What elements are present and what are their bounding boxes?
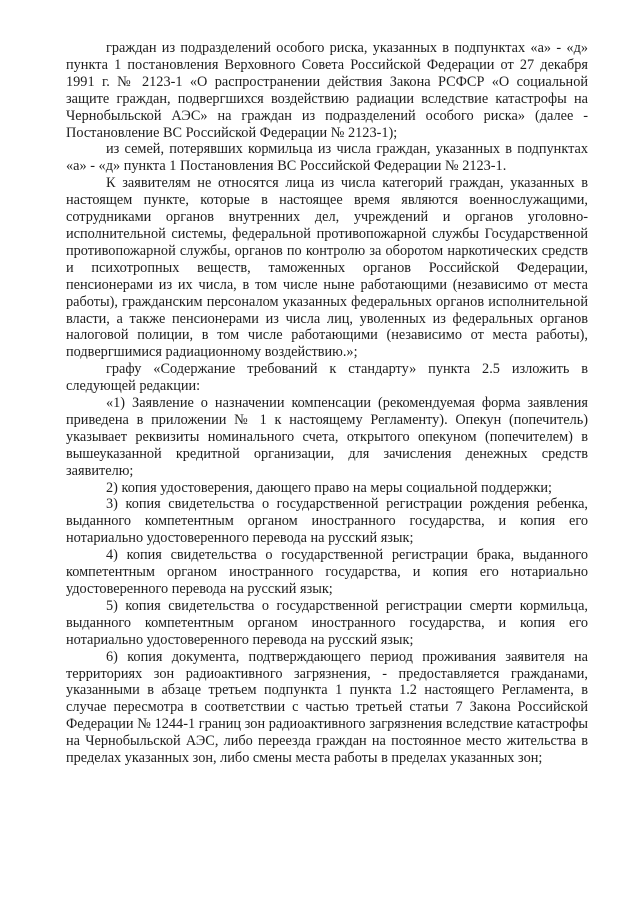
- list-item-5-death-registration: 5) копия свидетельства о государственной регистрации смерти кормильца, выданного компетентным органом иностранного государства, и копия его нотариально удостоверенного перевода на русский язык;: [66, 597, 588, 648]
- list-item-4-marriage-registration: 4) копия свидетельства о государственной регистрации брака, выданного компетентным органом иностранного государства, и копия его нотариально удостоверенного перевода на русский язык;: [66, 547, 588, 597]
- paragraph-excluded-applicants: К заявителям не относятся лица из числа категорий граждан, указанных в настоящем пункте, которые в настоящее время являются военнослужащими, сотрудниками органов внутренних дел, учреждений и органов уголовно-исполнительной системы, федеральной противопожарной службы Государственной противопожарной службы, органов по контролю за оборотом наркотических средств и психотропных веществ, таможенных органов Российской Федерации, пенсионерами из их числа, в том числе ныне работающими (независимо от места работы), гражданским персоналом указанных федеральных органов исполнительной власти, а также пенсионерами из числа лиц, уволенных из федеральных органов налоговой полиции, в том числе работающими (независимо от места работы), подвергшимися радиационному воздействию.»;: [66, 175, 588, 361]
- list-item-1-application: «1) Заявление о назначении компенсации (рекомендуемая форма заявления приведена в приложении № 1 к настоящему Регламенту). Опекун (попечитель) указывает реквизиты номинального счета, открытого опекуном (попечителем) в вышеуказанной кредитной организации, для зачисления денежных средств заявителю;: [66, 395, 588, 479]
- paragraph-standard-requirements: графу «Содержание требований к стандарту» пункта 2.5 изложить в следующей редакции:: [66, 361, 588, 395]
- list-item-6-residence-document: 6) копия документа, подтверждающего период проживания заявителя на территориях зон радиоактивного загрязнения, - предоставляется гражданами, указанными в абзаце третьем подпункта 1 пункта 1.2 настоящего Регламента, в случае пересмотра в соответствии с частью третьей статьи 7 Закона Российской Федерации № 1244-1 границ зон радиоактивного загрязнения вследствие катастрофы на Чернобыльской АЭС, либо переезда граждан на постоянное место жительства в пределах указанных зон, либо смены места работы в пределах указанных зон;: [66, 648, 588, 767]
- paragraph-special-risk-citizens: граждан из подразделений особого риска, указанных в подпунктах «а» - «д» пункта 1 постановления Верховного Совета Российской Федерации от 27 декабря 1991 г. № 2123-1 «О распространении действия Закона РСФСР «О социальной защите граждан, подвергшихся воздействию радиации вследствие катастрофы на Чернобыльской АЭС» на граждан из подразделений особого риска» (далее - Постановление ВС Российской Федерации № 2123-1);: [66, 40, 588, 141]
- document-page: [66, 40, 588, 767]
- list-item-2-certificate-copy: 2) копия удостоверения, дающего право на меры социальной поддержки;: [106, 479, 552, 496]
- paragraph-bereaved-families: из семей, потерявших кормильца из числа граждан, указанных в подпунктах «а» - «д» пункта 1 Постановления ВС Российской Федерации № 2123-1.: [66, 141, 588, 175]
- list-item-3-birth-registration: 3) копия свидетельства о государственной регистрации рождения ребенка, выданного компетентным органом иностранного государства, и копия его нотариально удостоверенного перевода на русский язык;: [66, 496, 588, 547]
